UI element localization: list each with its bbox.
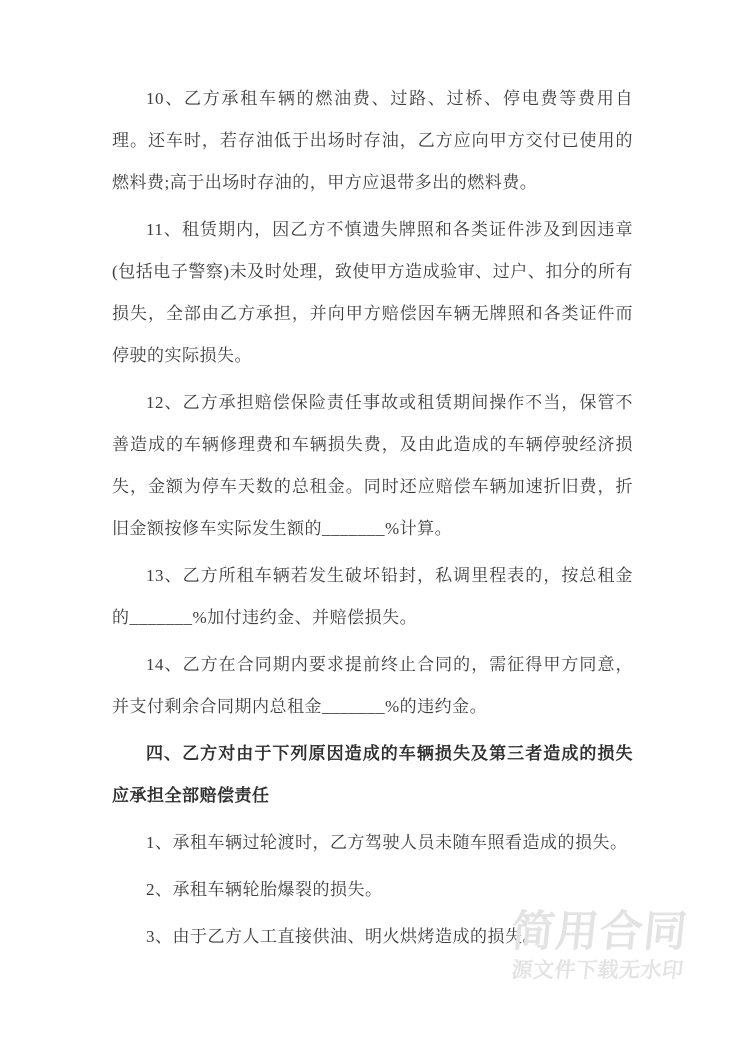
watermark-subtitle: 源文件下载无水印 xyxy=(510,959,685,982)
contract-item-2: 2、承租车辆轮胎爆裂的损失。 xyxy=(146,880,383,899)
contract-item-3: 3、由于乙方人工直接供油、明火烘烤造成的损失。 xyxy=(146,927,540,946)
contract-clause-13: 13、乙方所租车辆若发生破坏铅封，私调里程表的，按总租金的_______%加付违约金、并赔偿损失。 xyxy=(112,566,633,627)
contract-item-1: 1、承租车辆过轮渡时，乙方驾驶人员未随车照看造成的损失。 xyxy=(146,833,628,852)
contract-clause-14: 14、乙方在合同期内要求提前终止合同的，需征得甲方同意，并支付剩余合同期内总租金_______%的违约金。 xyxy=(112,655,633,716)
contract-clause-11: 11、租赁期内，因乙方不慎遗失牌照和各类证件涉及到因违章(包括电子警察)未及时处理，致使甲方造成验审、过户、扣分的所有损失，全部由乙方承担，并向甲方赔偿因车辆无牌照和各类证件而停驶的实际损失。 xyxy=(112,220,633,365)
contract-clause-12: 12、乙方承担赔偿保险责任事故或租赁期间操作不当，保管不善造成的车辆修理费和车辆损失费，及由此造成的车辆停驶经济损失，金额为停车天数的总租金。同时还应赔偿车辆加速折旧费，折旧金额按修车实际发生额的_______%计算。 xyxy=(112,393,633,538)
contract-section-heading: 四、乙方对由于下列原因造成的车辆损失及第三者造成的损失应承担全部赔偿责任 xyxy=(112,744,633,805)
contract-body xyxy=(112,78,633,963)
contract-clause-10: 10、乙方承租车辆的燃油费、过路、过桥、停电费等费用自理。还车时，若存油低于出场时存油，乙方应向甲方交付已使用的燃料费;高于出场时存油的，甲方应退带多出的燃料费。 xyxy=(112,89,633,192)
watermark-title: 简用合同 xyxy=(509,908,691,956)
